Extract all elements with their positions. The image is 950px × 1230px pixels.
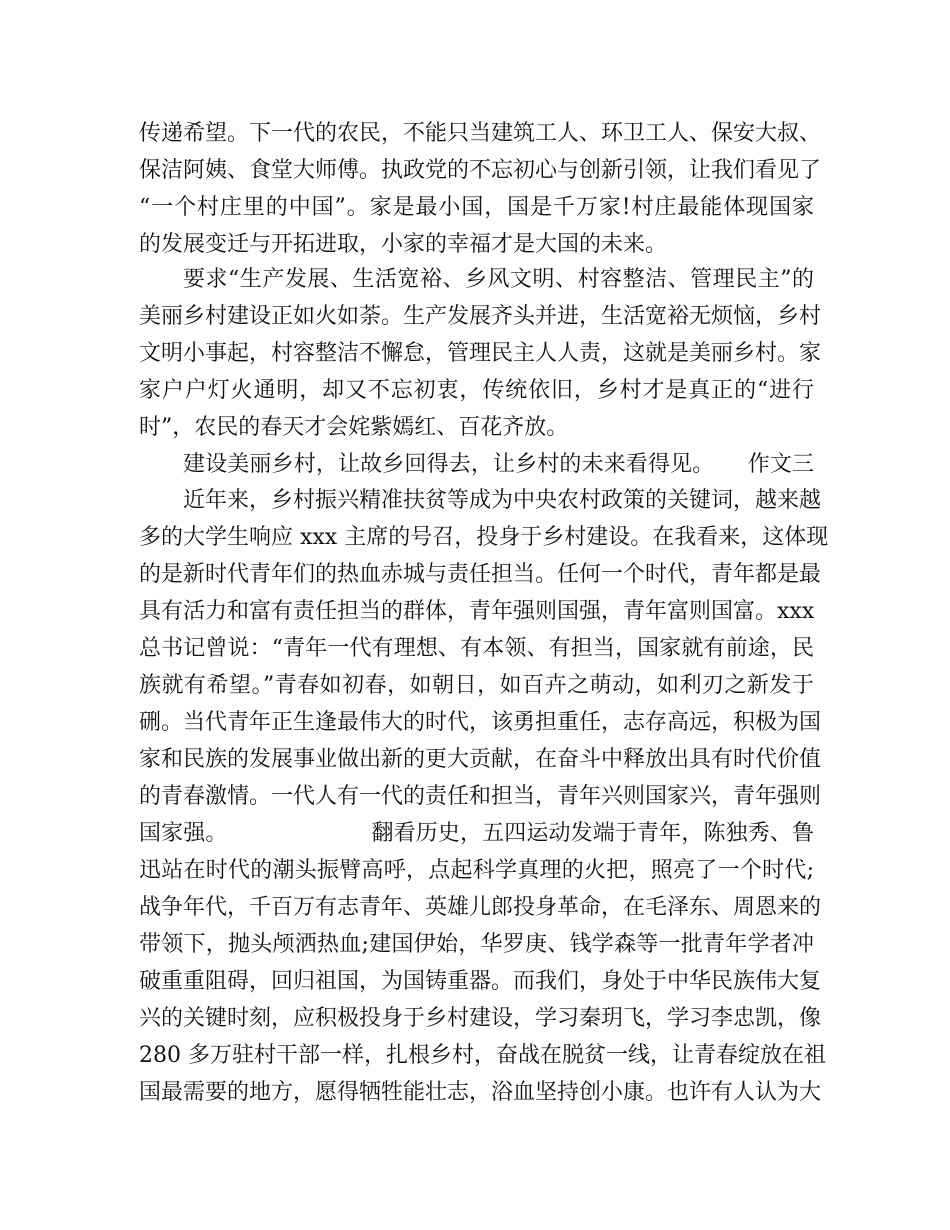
text-line: 迅站在时代的潮头振臂高呼，点起科学真理的火把，照亮了一个时代; — [139, 858, 814, 883]
text-line: 多的大学生响应 xxx 主席的号召，投身于乡村建设。在我看来，这体现 — [139, 525, 829, 550]
text-line: 的是新时代青年们的热血赤城与责任担当。任何一个时代，青年都是最 — [139, 562, 822, 587]
text-line: 时”，农民的春天才会姹紫嫣红、百花齐放。 — [139, 415, 569, 440]
text-line: 总书记曾说：“青年一代有理想、有本领、有担当，国家就有前途，民 — [139, 636, 814, 661]
text-line: 近年来，乡村振兴精准扶贫等成为中央农村政策的关键词，越来越 — [183, 488, 822, 513]
text-line: 国最需要的地方，愿得牺牲能壮志，浴血坚持创小康。也许有人认为大 — [139, 1080, 822, 1105]
text-line: 280 多万驻村干部一样，扎根乡村，奋战在脱贫一线，让青春绽放在祖 — [139, 1043, 826, 1068]
text-line: 的青春激情。一代人有一代的责任和担当，青年兴则国家兴，青年强则 — [139, 784, 822, 809]
text-line: 家户户灯火通明，却又不忘初衷，传统依旧，乡村才是真正的“进行 — [139, 378, 814, 403]
text-line: 国家强。 翻看历史，五四运动发端于青年，陈独秀、鲁 — [139, 821, 814, 846]
text-line: 文明小事起，村容整洁不懈怠，管理民主人人责，这就是美丽乡村。家 — [139, 341, 822, 366]
text-line: 族就有希望。”青春如初春，如朝日，如百卉之萌动，如利刃之新发于 — [139, 673, 814, 698]
text-line: 战争年代，千百万有志青年、英雄儿郎投身革命，在毛泽东、周恩来的 — [139, 895, 822, 920]
text-line: 要求“生产发展、生活宽裕、乡风文明、村容整洁、管理民主”的 — [183, 267, 814, 292]
text-line: 建设美丽乡村，让故乡回得去，让乡村的未来看得见。 作文三 — [183, 452, 814, 477]
text-line: “一个村庄里的中国”。家是最小国，国是千万家!村庄最能体现国家 — [139, 195, 814, 220]
text-line: 破重重阻碍，回归祖国，为国铸重器。而我们，身处于中华民族伟大复 — [139, 969, 822, 994]
text-line: 传递希望。下一代的农民，不能只当建筑工人、环卫工人、保安大叔、 — [139, 121, 822, 146]
text-line: 美丽乡村建设正如火如荼。生产发展齐头并进，生活宽裕无烦恼，乡村 — [139, 304, 822, 329]
text-line: 带领下，抛头颅洒热血;建国伊始，华罗庚、钱学森等一批青年学者冲 — [139, 932, 814, 957]
text-line: 硎。当代青年正生逢最伟大的时代，该勇担重任，志存高远，积极为国 — [139, 710, 822, 735]
text-line: 具有活力和富有责任担当的群体，青年强则国强，青年富则国富。xxx — [139, 599, 815, 624]
text-line: 保洁阿姨、食堂大师傅。执政党的不忘初心与创新引领，让我们看见了 — [139, 158, 822, 183]
text-line: 的发展变迁与开拓进取，小家的幸福才是大国的未来。 — [139, 232, 668, 257]
text-line: 兴的关键时刻，应积极投身于乡村建设，学习秦玥飞，学习李忠凯，像 — [139, 1006, 822, 1031]
text-line: 家和民族的发展事业做出新的更大贡献，在奋斗中释放出具有时代价值 — [139, 747, 822, 772]
